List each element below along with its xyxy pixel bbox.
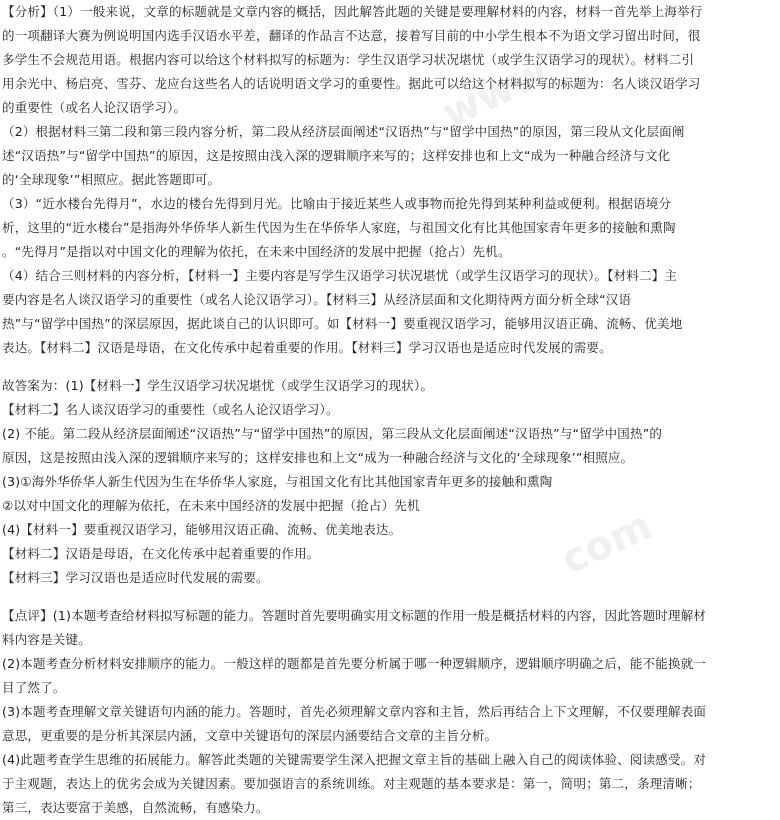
analysis-line: 热”与“留学中国热”的深层原因，据此谈自己的认识即可。如【材料一】要重视汉语学习，能够用汉语正确、流畅、优美地: [2, 316, 683, 331]
analysis-line: 的一项翻译大赛为例说明国内选手汉语水平差，翻译的作品言不达意，接着写目前的中小学生根本不为语文学习留出时间，很: [2, 28, 701, 43]
analysis-line: 用余光中、杨启亮、雪芬、龙应台这些名人的话说明语文学习的重要性。据此可以给这个材料拟写的标题为：名人谈汉语学习: [2, 76, 701, 91]
comment-line: (4)此题考查学生思维的拓展能力。解答此类题的关键需要学生深入把握文章主旨的基础上融入自己的阅读体验、阅读感受。对: [2, 752, 707, 767]
comment-line: 于主观题，表达上的优劣会成为关键因素。要加强语言的系统训练。对主观题的基本要求是：第一，简明；第二，条理清晰；: [2, 776, 701, 791]
analysis-line: （2）根据材料三第二段和第三段内容分析，第二段从经济层面阐述“汉语热”与“留学中国热”的原因，第三段从文化层面阐: [2, 124, 685, 139]
analysis-line: 的重要性（或名人论汉语学习）。: [2, 100, 187, 115]
answer-line: ②以对中国文化的理解为依托，在未来中国经济的发展中把握（抢占）先机: [2, 498, 420, 513]
answer-line: 原因，这是按照由浅入深的逻辑顺序来写的；这样安排也和上文“成为一种融合经济与文化的‘全球现象’”相照应。: [2, 450, 634, 465]
comment-line: (2)本题考查分析材料安排顺序的能力。一般这样的题都是首先要分析属于哪一种逻辑顺序，逻辑顺序明确之后，能不能换就一: [2, 656, 707, 671]
answer-line: (3)①海外华侨华人新生代因为生在华侨华人家庭，与祖国文化有比其他国家青年更多的接触和熏陶: [2, 474, 553, 489]
comment-line: 意思，更重要的是分析其深层内涵，文章中关键语句的深层内涵要结合文章的主旨分析。: [2, 728, 498, 743]
watermark: www: [435, 48, 556, 138]
analysis-line: 。“先得月”是指以对中国文化的理解为依托，在未来中国经济的发展中把握（抢占）先机。: [2, 244, 511, 259]
analysis-line: 【分析】（1）一般来说，文章的标题就是文章内容的概括，因此解答此题的关键是要理解材料的内容，材料一首先举上海举行: [2, 4, 703, 19]
answer-line: 【材料二】名人谈汉语学习的重要性（或名人论汉语学习）。: [2, 402, 339, 417]
answer-line: (4)【材料一】要重视汉语学习，能够用汉语正确、流畅、优美地表达。: [2, 522, 402, 537]
comment-line: 第三，表达要富于美感，自然流畅，有感染力。: [2, 800, 269, 815]
comment-line: (3)本题考查理解文章关键语句内涵的能力。答题时，首先必须理解文章内容和主旨，然后再结合上下文理解，不仅要理解表面: [2, 704, 707, 719]
answer-line: 【材料三】学习汉语也是适应时代发展的需要。: [2, 570, 269, 585]
analysis-line: 述“汉语热”与“留学中国热”的原因，这是按照由浅入深的逻辑顺序来写的；这样安排也和上文“成为一种融合经济与文化: [2, 148, 671, 163]
comment-line: 【点评】(1)本题考查给材料拟写标题的能力。答题时首先要明确实用文标题的作用一般是概括材料的内容，因此答题时理解材: [2, 608, 707, 623]
analysis-line: 要内容是名人谈汉语学习的重要性（或名人论汉语学习）。【材料三】从经济层面和文化期待两方面分析全球“汉语: [2, 292, 632, 307]
analysis-line: 多学生不会规范用语。根据内容可以给这个材料拟写的标题为：学生汉语学习状况堪忧（或学生汉语学习的现状）。材料二引: [2, 52, 695, 67]
answer-line: 【材料二】汉语是母语，在文化传承中起着重要的作用。: [2, 546, 320, 561]
watermark: com: [554, 502, 659, 584]
analysis-line: （4）结合三则材料的内容分析，【材料一】主要内容是写学生汉语学习状况堪忧（或学生汉语学习的现状）。【材料二】主: [2, 268, 678, 283]
comment-line: 料内容是关键。: [2, 632, 91, 647]
analysis-line: （3）“近水楼台先得月”，水边的楼台先得到月光。比喻由于接近某些人或事物而抢先得到某种利益或便利。根据语境分: [2, 196, 672, 211]
answer-line: 故答案为：(1)【材料一】学生汉语学习状况堪忧（或学生汉语学习的现状）。: [2, 378, 434, 393]
answer-line: (2) 不能。第二段从经济层面阐述“汉语热”与“留学中国热”的原因，第三段从文化层面阐述“汉语热”与“留学中国热”的: [2, 426, 663, 441]
analysis-line: 的‘全球现象’”相照应。据此答题即可。: [2, 172, 221, 187]
analysis-line: 表达。【材料二】汉语是母语，在文化传承中起着重要的作用。【材料三】学习汉语也是适应时代发展的需要。: [2, 340, 612, 355]
analysis-line: 析，这里的“近水楼台”是指海外华侨华人新生代因为生在华侨华人家庭，与祖国文化有比其他国家青年更多的接触和熏陶: [2, 220, 676, 235]
comment-line: 目了然了。: [2, 680, 66, 695]
